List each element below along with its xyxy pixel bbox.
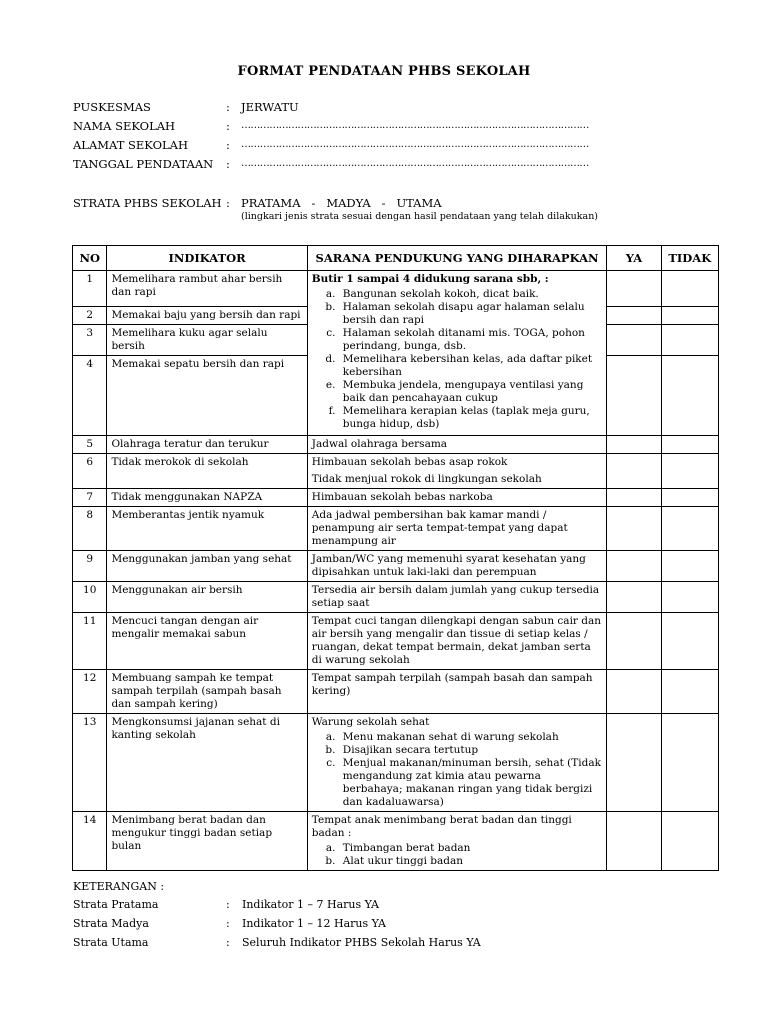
- sarana-heading: Tempat anak menimbang berat badan dan tinggi badan :: [311, 814, 572, 839]
- keterangan-value: Indikator 1 – 7 Harus YA: [242, 898, 379, 911]
- strata-options: PRATAMA - MADYA - UTAMA: [241, 196, 442, 210]
- row-sarana: Tersedia air bersih dalam jumlah yang cukup tersedia setiap saat: [307, 582, 607, 613]
- field-colon: :: [226, 157, 230, 171]
- row-no: 7: [73, 489, 107, 507]
- keterangan-value: Seluruh Indikator PHBS Sekolah Harus YA: [242, 936, 481, 949]
- field-blank-line: …………………………………………………………………………………………………: [241, 158, 589, 169]
- row-indikator: Memelihara rambut ahar bersih dan rapi: [107, 271, 307, 307]
- row-no: 4: [73, 356, 107, 436]
- table-row: [73, 670, 719, 714]
- tidak-checkbox-cell[interactable]: [661, 613, 718, 670]
- table-row: [73, 454, 719, 489]
- field-label: STRATA PHBS SEKOLAH: [73, 196, 222, 210]
- keterangan-label: Strata Madya: [73, 917, 149, 930]
- tidak-checkbox-cell[interactable]: [661, 670, 718, 714]
- table-row: [73, 714, 719, 812]
- sarana-group-list: [312, 288, 603, 431]
- list-item: c. Menjual makanan/minuman bersih, sehat (Tidak mengandung zat kimia atau pewarna berbahaya; makanan ringan yang tidak bergizi dan kadaluawarsa): [339, 757, 603, 809]
- table-row: [73, 436, 719, 454]
- list-item: b. Disajikan secara tertutup: [339, 744, 603, 757]
- ya-checkbox-cell[interactable]: [607, 307, 661, 325]
- ya-checkbox-cell[interactable]: [607, 670, 661, 714]
- sarana-group-1-4: [307, 271, 607, 436]
- sarana-line: Tidak menjual rokok di lingkungan sekolah: [311, 473, 542, 485]
- row-no: 2: [73, 307, 107, 325]
- strata-note: (lingkari jenis strata sesuai dengan hasil pendataan yang telah dilakukan): [241, 211, 599, 222]
- table-row: [73, 551, 719, 582]
- list-item: a. Timbangan berat badan: [339, 842, 603, 855]
- table-row: [73, 271, 719, 307]
- ya-checkbox-cell[interactable]: [607, 613, 661, 670]
- field-blank-line: …………………………………………………………………………………………………: [241, 120, 589, 131]
- field-colon: :: [226, 138, 230, 152]
- row-sarana: Jadwal olahraga bersama: [307, 436, 607, 454]
- tidak-checkbox-cell[interactable]: [661, 436, 718, 454]
- row-no: 9: [73, 551, 107, 582]
- table-row: [73, 489, 719, 507]
- page-title: FORMAT PENDATAAN PHBS SEKOLAH: [237, 64, 531, 79]
- ya-checkbox-cell[interactable]: [607, 454, 661, 489]
- keterangan-value: Indikator 1 – 12 Harus YA: [242, 917, 386, 930]
- keterangan-colon: :: [226, 917, 230, 930]
- row-indikator: Membuang sampah ke tempat sampah terpilah (sampah basah dan sampah kering): [107, 670, 307, 714]
- field-colon: :: [226, 119, 230, 133]
- row-sarana: Ada jadwal pembersihan bak kamar mandi / penampung air serta tempat-tempat yang dapat menampung air: [307, 507, 607, 551]
- row-sarana: Himbauan sekolah bebas narkoba: [307, 489, 607, 507]
- ya-checkbox-cell[interactable]: [607, 551, 661, 582]
- row-no: 3: [73, 325, 107, 356]
- tidak-checkbox-cell[interactable]: [661, 454, 718, 489]
- header-indikator: INDIKATOR: [107, 246, 307, 271]
- header-tidak: TIDAK: [661, 246, 718, 271]
- tidak-checkbox-cell[interactable]: [661, 551, 718, 582]
- table-row: [73, 507, 719, 551]
- table-row: [73, 812, 719, 871]
- row-indikator: Menggunakan jamban yang sehat: [107, 551, 307, 582]
- field-label: ALAMAT SEKOLAH: [73, 138, 188, 152]
- ya-checkbox-cell[interactable]: [607, 436, 661, 454]
- tidak-checkbox-cell[interactable]: [661, 582, 718, 613]
- tidak-checkbox-cell[interactable]: [661, 489, 718, 507]
- row-no: 10: [73, 582, 107, 613]
- row-no: 14: [73, 812, 107, 871]
- row-sarana: Tempat sampah terpilah (sampah basah dan sampah kering): [307, 670, 607, 714]
- field-value: JERWATU: [241, 100, 299, 114]
- ya-checkbox-cell[interactable]: [607, 714, 661, 812]
- ya-checkbox-cell[interactable]: [607, 325, 661, 356]
- list-item: a. Menu makanan sehat di warung sekolah: [339, 731, 603, 744]
- table-row: [73, 582, 719, 613]
- ya-checkbox-cell[interactable]: [607, 271, 661, 307]
- tidak-checkbox-cell[interactable]: [661, 356, 718, 436]
- row-sarana: [307, 714, 607, 812]
- row-no: 11: [73, 613, 107, 670]
- keterangan-title: KETERANGAN :: [73, 880, 165, 893]
- row-no: 8: [73, 507, 107, 551]
- keterangan-label: Strata Utama: [73, 936, 149, 949]
- row-no: 1: [73, 271, 107, 307]
- row-no: 5: [73, 436, 107, 454]
- row-no: 12: [73, 670, 107, 714]
- row-indikator: Menimbang berat badan dan mengukur tinggi badan setiap bulan: [107, 812, 307, 871]
- row-indikator: Mengkonsumsi jajanan sehat di kanting sekolah: [107, 714, 307, 812]
- ya-checkbox-cell[interactable]: [607, 489, 661, 507]
- row-no: 13: [73, 714, 107, 812]
- tidak-checkbox-cell[interactable]: [661, 271, 718, 307]
- sarana-heading: Warung sekolah sehat: [311, 716, 430, 728]
- tidak-checkbox-cell[interactable]: [661, 507, 718, 551]
- field-blank-line: …………………………………………………………………………………………………: [241, 139, 589, 150]
- row-sarana: [307, 812, 607, 871]
- field-colon: :: [226, 100, 230, 114]
- row-indikator: Memelihara kuku agar selalu bersih: [107, 325, 307, 356]
- header-no: NO: [73, 246, 107, 271]
- keterangan-colon: :: [226, 898, 230, 911]
- list-item: b. Alat ukur tinggi badan: [339, 855, 603, 868]
- ya-checkbox-cell[interactable]: [607, 812, 661, 871]
- list-item: d. Memelihara kebersihan kelas, ada daftar piket kebersihan: [339, 353, 603, 379]
- tidak-checkbox-cell[interactable]: [661, 812, 718, 871]
- field-label: PUSKESMAS: [73, 100, 151, 114]
- keterangan-colon: :: [226, 936, 230, 949]
- row-indikator: Memakai baju yang bersih dan rapi: [107, 307, 307, 325]
- header-sarana: SARANA PENDUKUNG YANG DIHARAPKAN: [307, 246, 607, 271]
- list-item: c. Halaman sekolah ditanami mis. TOGA, pohon perindang, bunga, dsb.: [339, 327, 603, 353]
- list-item: f. Memelihara kerapian kelas (taplak meja guru, bunga hidup, dsb): [339, 405, 603, 431]
- field-label: TANGGAL PENDATAAN: [73, 157, 214, 171]
- table-header-row: [73, 246, 719, 271]
- sarana-list: [312, 842, 603, 868]
- row-indikator: Tidak menggunakan NAPZA: [107, 489, 307, 507]
- ya-checkbox-cell[interactable]: [607, 507, 661, 551]
- list-item: e. Membuka jendela, mengupaya ventilasi yang baik dan pencahayaan cukup: [339, 379, 603, 405]
- keterangan-label: Strata Pratama: [73, 898, 159, 911]
- sarana-list: [312, 731, 603, 809]
- row-sarana: [307, 454, 607, 489]
- row-indikator: Olahraga teratur dan terukur: [107, 436, 307, 454]
- row-indikator: Tidak merokok di sekolah: [107, 454, 307, 489]
- row-no: 6: [73, 454, 107, 489]
- indicator-table: [72, 245, 719, 871]
- tidak-checkbox-cell[interactable]: [661, 714, 718, 812]
- row-indikator: Menggunakan air bersih: [107, 582, 307, 613]
- header-ya: YA: [607, 246, 661, 271]
- tidak-checkbox-cell[interactable]: [661, 307, 718, 325]
- row-indikator: Memberantas jentik nyamuk: [107, 507, 307, 551]
- row-indikator: Mencuci tangan dengan air mengalir memakai sabun: [107, 613, 307, 670]
- sarana-group-heading: Butir 1 sampai 4 didukung sarana sbb, :: [311, 273, 549, 285]
- sarana-line: Himbauan sekolah bebas asap rokok: [311, 456, 508, 468]
- row-sarana: Jamban/WC yang memenuhi syarat kesehatan yang dipisahkan untuk laki-laki dan perempuan: [307, 551, 607, 582]
- row-indikator: Memakai sepatu bersih dan rapi: [107, 356, 307, 436]
- row-sarana: Tempat cuci tangan dilengkapi dengan sabun cair dan air bersih yang mengalir dan tissue di setiap kelas / ruangan, dekat tempat bermain, dekat jamban serta di warung sekolah: [307, 613, 607, 670]
- field-label: NAMA SEKOLAH: [73, 119, 176, 133]
- ya-checkbox-cell[interactable]: [607, 582, 661, 613]
- list-item: b. Halaman sekolah disapu agar halaman selalu bersih dan rapi: [339, 301, 603, 327]
- list-item: a. Bangunan sekolah kokoh, dicat baik.: [339, 288, 603, 301]
- table-row: [73, 613, 719, 670]
- ya-checkbox-cell[interactable]: [607, 356, 661, 436]
- tidak-checkbox-cell[interactable]: [661, 325, 718, 356]
- field-colon: :: [226, 196, 230, 210]
